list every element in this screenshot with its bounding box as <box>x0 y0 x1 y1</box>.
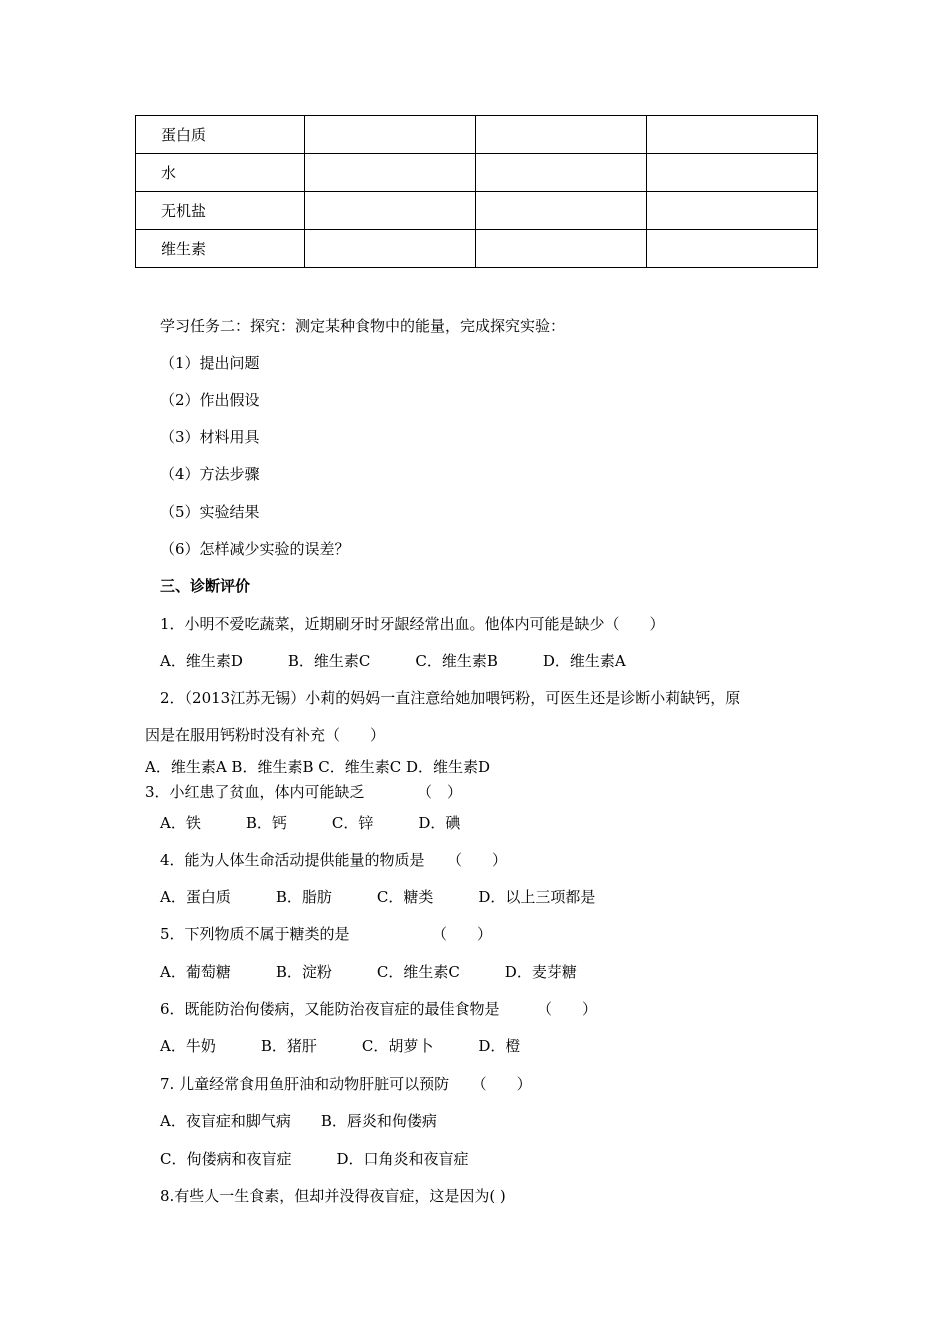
question-2: 2．（2013江苏无锡）小莉的妈妈一直注意给她加喂钙粉，可医生还是诊断小莉缺钙，原 <box>160 689 741 707</box>
table-cell <box>305 154 476 192</box>
table-cell <box>647 154 818 192</box>
section-heading: 三、诊断评价 <box>160 577 251 595</box>
task2-step: （2）作出假设 <box>160 391 260 409</box>
question-5-options: A．葡萄糖 B．淀粉 C．维生素C D．麦芽糖 <box>160 963 577 981</box>
question-6: 6．既能防治佝偻病，又能防治夜盲症的最佳食物是 （ ） <box>160 1000 598 1018</box>
question-3-options: A．铁 B．钙 C．锌 D．碘 <box>160 814 461 832</box>
nutrient-table <box>135 115 818 268</box>
row-label: 水 <box>136 154 305 192</box>
table-cell <box>647 116 818 154</box>
table-cell <box>476 192 647 230</box>
question-6-options: A．牛奶 B．猪肝 C．胡萝卜 D．橙 <box>160 1037 521 1055</box>
table-cell <box>476 230 647 268</box>
task2-step: （3）材料用具 <box>160 428 260 446</box>
question-8: 8.有些人一生食素，但却并没得夜盲症，这是因为( ) <box>160 1187 506 1205</box>
row-label: 维生素 <box>136 230 305 268</box>
question-5: 5．下列物质不属于糖类的是 （ ） <box>160 925 493 943</box>
table-row <box>136 154 818 192</box>
table-row <box>136 192 818 230</box>
question-7-options-1: A．夜盲症和脚气病 B．唇炎和佝偻病 <box>160 1112 437 1130</box>
table-cell <box>305 230 476 268</box>
question-2-options: A．维生素A B．维生素B C．维生素C D．维生素D <box>145 758 491 776</box>
table-cell <box>647 230 818 268</box>
question-4-options: A．蛋白质 B．脂肪 C．糖类 D．以上三项都是 <box>160 888 596 906</box>
task2-step: （4）方法步骤 <box>160 465 260 483</box>
table-cell <box>305 116 476 154</box>
table-row <box>136 116 818 154</box>
task2-step: （1）提出问题 <box>160 354 260 372</box>
task2-title: 学习任务二：探究：测定某种食物中的能量，完成探究实验： <box>160 317 566 335</box>
question-1-options: A．维生素D B．维生素C C．维生素B D．维生素A <box>160 652 626 670</box>
table-cell <box>647 192 818 230</box>
question-4: 4．能为人体生命活动提供能量的物质是 （ ） <box>160 851 508 869</box>
question-3: 3．小红患了贫血，体内可能缺乏 （ ） <box>145 783 463 801</box>
table-cell <box>476 154 647 192</box>
table-row <box>136 230 818 268</box>
row-label: 蛋白质 <box>136 116 305 154</box>
question-7-options-2: C．佝偻病和夜盲症 D．口角炎和夜盲症 <box>160 1150 469 1168</box>
table-cell <box>305 192 476 230</box>
question-7: 7. 儿童经常食用鱼肝油和动物肝脏可以预防 （ ） <box>160 1075 532 1093</box>
table-cell <box>476 116 647 154</box>
question-2-cont: 因是在服用钙粉时没有补充（ ） <box>145 726 386 744</box>
task2-step: （6）怎样减少实验的误差？ <box>160 540 350 558</box>
row-label: 无机盐 <box>136 192 305 230</box>
question-1: 1．小明不爱吃蔬菜，近期刷牙时牙龈经常出血。他体内可能是缺少（ ） <box>160 615 665 633</box>
task2-step: （5）实验结果 <box>160 503 260 521</box>
